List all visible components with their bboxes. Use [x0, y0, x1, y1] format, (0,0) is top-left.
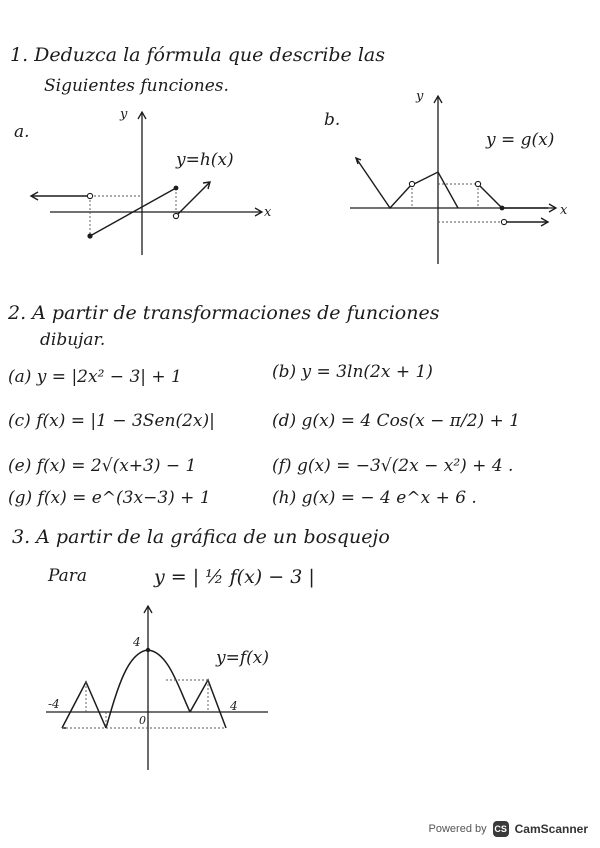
- graph-c-left-peak: [62, 682, 106, 728]
- item-c: (c) f(x) = |1 − 3Sen(2x)|: [8, 411, 215, 431]
- item-a: (a) y = |2x² − 3| + 1: [8, 367, 182, 387]
- watermark-brand: CamScanner: [514, 822, 588, 836]
- camscanner-logo-icon: CS: [493, 821, 509, 837]
- section3-title: 3. A partir de la gráfica de un bosquejo: [12, 526, 390, 548]
- item-b: (b) y = 3ln(2x + 1): [272, 362, 433, 382]
- graph-b-label: b.: [324, 110, 341, 130]
- graph-c-label-neg4: -4: [48, 697, 60, 711]
- item-f: (f) g(x) = −3√(2x − x²) + 4 .: [272, 456, 514, 476]
- graph-c-axes: [46, 606, 268, 770]
- graph-a-function-label: y=h(x): [176, 150, 234, 170]
- camscanner-watermark: [429, 818, 588, 840]
- item-g: (g) f(x) = e^(3x−3) + 1: [8, 488, 211, 508]
- graph-b-y-label: y: [416, 89, 424, 104]
- section3-formula: y = | ½ f(x) − 3 |: [154, 566, 315, 588]
- section1-title-line2: Siguientes funciones.: [44, 76, 229, 96]
- item-h: (h) g(x) = − 4 e^x + 6 .: [272, 488, 477, 508]
- section2-title-line2: dibujar.: [40, 330, 106, 350]
- section1-title-line1: 1. Deduzca la fórmula que describe las: [10, 44, 385, 66]
- item-e: (e) f(x) = 2√(x+3) − 1: [8, 456, 197, 476]
- graph-a-x-label: x: [264, 205, 272, 220]
- section3-para: Para: [48, 566, 88, 586]
- graph-b-function-label: y = g(x): [486, 130, 555, 150]
- watermark-powered-text: Powered by: [428, 823, 487, 835]
- graph-b-x-label: x: [560, 203, 568, 218]
- item-d: (d) g(x) = 4 Cos(x − π/2) + 1: [272, 411, 521, 431]
- graph-a-y-label: y: [120, 107, 128, 122]
- graph-c-label-4: 4: [133, 635, 141, 649]
- graph-c-label-pos4: 4: [230, 699, 238, 713]
- graph-c-label-0: 0: [139, 714, 146, 727]
- graph-c-peak-point: [146, 648, 150, 652]
- section2-title-line1: 2. A partir de transformaciones de funciones: [8, 302, 440, 324]
- graph-c-function-label: y=f(x): [216, 648, 269, 668]
- graph-a-label: a.: [14, 122, 30, 142]
